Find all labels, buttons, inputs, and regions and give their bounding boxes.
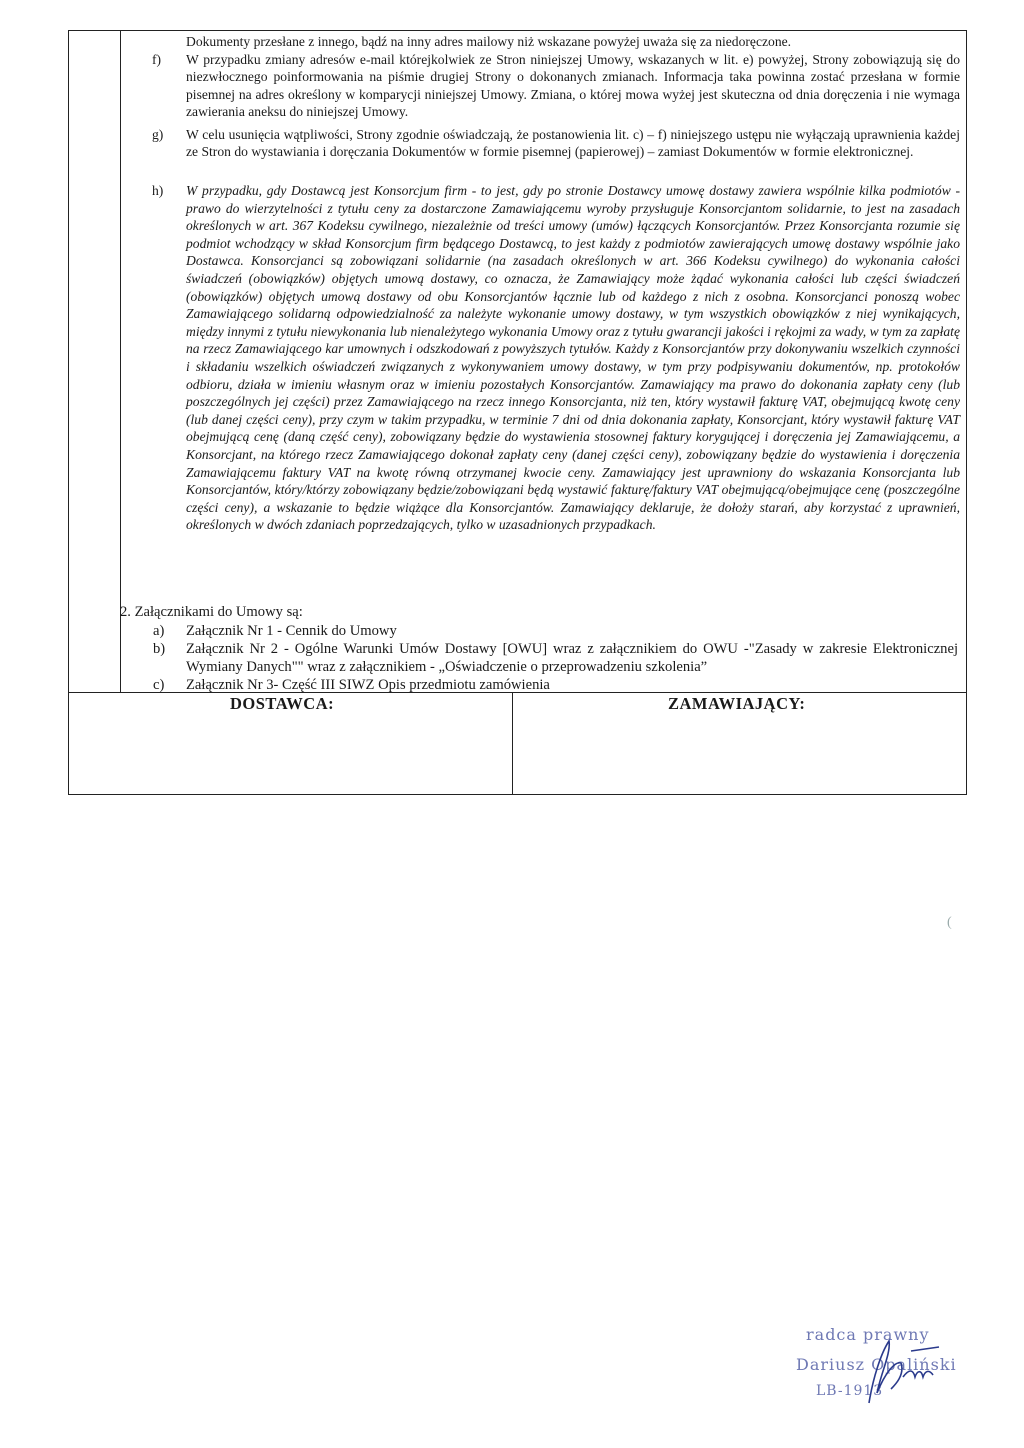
- clause-h-text: W przypadku, gdy Dostawcą jest Konsorcjum firm - to jest, gdy po stronie Dostawcy umowę dostawy zawiera wspólnie kilka podmiotów - prawo do wierzytelności z tytułu ceny za dostarczone Zamawiającemu wyroby przysługuje Konsorcjantom solidarnie, to jest na zasadach określonych w art. 367 Kodeksu cywilnego, niezależnie od treści umowy (umów) łączących Konsorcjantów. Przez Konsorcjanta rozumie się podmiot wchodzący w skład Konsorcjum firm będącego Dostawcą, to jest każdy z podmiotów zawierających umowę dostawy wspólnie jako Dostawca. Konsorcjanci są zobowiązani solidarnie (na zasadach określonych w art. 366 Kodeksu cywilnego) do wykonania całości świadczeń (obowiązków) objętych umową dostawy, co oznacza, że Zamawiający może żądać wykonania całości lub części świadczeń (obowiązków) objętych umową dostawy od obu Konsorcjantów łącznie lub od każdego z nich z osobna. Konsorcjanci ponoszą wobec Zamawiającego solidarną odpowiedzialność za należyte wykonanie umowy dostawy, w tym wszystkich obowiązków z niej wynikających, między innymi z tytułu niewykonania lub nienależytego wykonania Umowy oraz z tytułu gwarancji jakości i rękojmi za wady, w tym za zapłatę na rzecz Zamawiającego kar umownych i odszkodowań z powyższych tytułów. Każdy z Konsorcjantów przy dokonywaniu wszelkich czynności i składaniu wszelkich oświadczeń związanych z wykonywaniem umowy dostawy, w tym przy podpisywaniu dokumentów, np. protokołów odbioru, działa w imieniu własnym oraz w imieniu pozostałych Konsorcjantów. Zamawiający ma prawo do dokonania zapłaty ceny (lub poszczególnych jej części) przez Zamawiającego na rzecz innego Konsorcjanta, niż ten, który wystawił fakturę VAT, obejmującą kwotę ceny (lub danej części ceny), przy czym w takim przypadku, w terminie 7 dni od dnia dokonania zapłaty, Konsorcjant, który wystawił fakturę VAT obejmującą cenę (daną część ceny), zobowiązany będzie do wystawienia stosownej faktury korygującej i doręczenia jej Zamawiającemu, a Konsorcjant, na którego rzecz Zamawiającego dokonał zapłaty ceny (danej części ceny), zobowiązany będzie do wystawienia i doręczenia Zamawiającemu faktury VAT na kwotę równą otrzymanej kwocie ceny. Zamawiający jest uprawniony do wskazania Konsorcjanta lub Konsorcjantów, który/którzy zobowiązany będzie/zobowiązani będą wystawić fakturę/faktury VAT obejmującą/obejmujące cenę (poszczególne części ceny), a wskazanie to będzie wiążące dla Konsorcjantów. Zamawiający deklaruje, że dołoży starań, aby korzystać z uprawnień, określonych w dwóch zdaniach poprzedzających, tylko w uzasadnionych przypadkach.: [186, 183, 960, 533]
- stamp-name: Dariusz Opaliński: [796, 1355, 957, 1374]
- handwritten-signature: [851, 1333, 951, 1413]
- attachment-a-text: Załącznik Nr 1 - Cennik do Umowy: [186, 623, 397, 639]
- attachments-heading: 2. Załącznikami do Umowy są:: [120, 604, 303, 620]
- clause-f-text: W przypadku zmiany adresów e-mail którejkolwiek ze Stron niniejszej Umowy, wskazanych w lit. e) powyżej, Strony zobowiązują się do niezwłocznego poinformowania na piśmie drugiej Strony o dokonanych zmianach. Informacja taka powinna zostać przesłana w formie pisemnej na adres określony w komparycji niniejszej Umowy. Zmiana, o której mowa wyżej jest skuteczna od dnia doręczenia i nie wymaga zawierania aneksu do niniejszej Umowy.: [186, 52, 960, 120]
- scan-artifact: (: [947, 915, 952, 930]
- clause-h-label: h): [152, 183, 164, 198]
- attachment-b-label: b): [153, 641, 166, 657]
- stamp-title: radca prawny: [806, 1325, 930, 1344]
- stamp-number: LB-1913: [816, 1383, 884, 1399]
- supplier-signature-label: DOSTAWCA:: [230, 694, 335, 713]
- attachment-c-text: Załącznik Nr 3- Część III SIWZ Opis przedmiotu zamówienia: [186, 677, 550, 693]
- purchaser-signature-label: ZAMAWIAJĄCY:: [668, 694, 806, 713]
- signature-table-divider: [512, 692, 513, 795]
- intro-paragraph: Dokumenty przesłane z innego, bądź na inny adres mailowy niż wskazane powyżej uważa się za niedoręczone.: [186, 34, 792, 49]
- attachment-b-text: Załącznik Nr 2 - Ogólne Warunki Umów Dostawy [OWU] wraz z załącznikiem do OWU -"Zasady w zakresie Elektronicznej Wymiany Danych"" wraz z załącznikiem - „Oświadczenie o przeprowadzeniu szkolenia”: [186, 641, 958, 675]
- margin-rule: [120, 30, 121, 692]
- clause-g-label: g): [152, 127, 164, 142]
- clause-f-label: f): [152, 52, 162, 67]
- attachment-a-label: a): [153, 623, 165, 639]
- clause-g-text: W celu usunięcia wątpliwości, Strony zgodnie oświadczają, że postanowienia lit. c) – f) niniejszego ustępu nie wyłączają uprawnienia każdej ze Stron do wystawiania i doręczania Dokumentów w formie pisemnej (papierowej) – zamiast Dokumentów w formie elektronicznej.: [186, 127, 960, 160]
- legal-counsel-stamp: [796, 1325, 966, 1413]
- attachment-c-label: c): [153, 677, 165, 693]
